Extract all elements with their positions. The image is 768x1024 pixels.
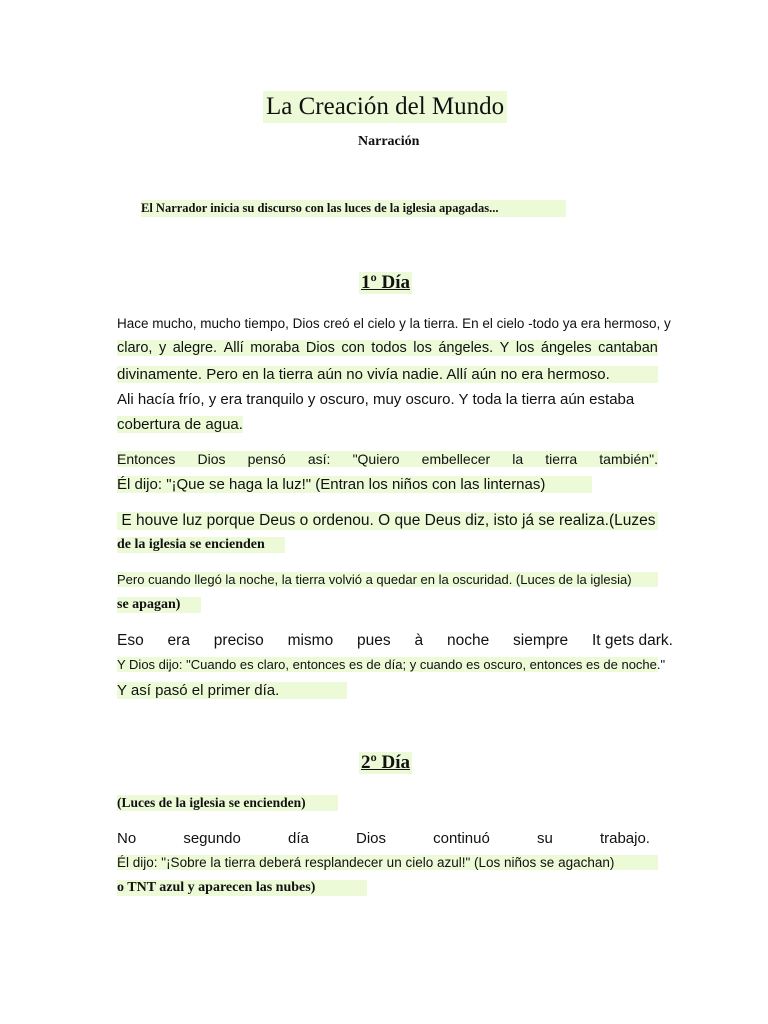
- word: Y: [499, 340, 510, 356]
- day2-p1: (Luces de la iglesia se encienden): [117, 795, 338, 811]
- word: Entonces: [117, 451, 176, 467]
- narrator-note: [141, 200, 566, 217]
- narrator-note-text: El Narrador inicia su discurso con las luces de la iglesia apagadas...: [141, 201, 499, 215]
- word: pues: [357, 632, 391, 649]
- word: era: [167, 632, 190, 649]
- day1-p4-line2: se apagan): [117, 597, 201, 613]
- day1-p2-line1: [117, 451, 658, 467]
- day1-p1-line1: Hace mucho, mucho tiempo, Dios creó el cielo y la tierra. En el cielo -todo ya era hermoso, y: [117, 316, 671, 331]
- word: segundo: [183, 830, 241, 847]
- word: pensó: [247, 451, 286, 467]
- word: la: [512, 451, 524, 467]
- word: moraba: [250, 340, 300, 356]
- day1-heading: 1º Día: [361, 272, 411, 293]
- word: Dios: [305, 340, 335, 356]
- document-title: La Creación del Mundo: [263, 91, 507, 123]
- day1-p1-line4: Ali hacía frío, y era tranquilo y oscuro, muy oscuro. Y toda la tierra aún estaba: [117, 391, 635, 408]
- word: también".: [599, 451, 658, 467]
- day1-p3-line1-text: E houve luz porque Deus o ordenou. O que Deus diz, isto já se realiza.(Luzes: [121, 512, 656, 529]
- word: Allí: [223, 340, 244, 356]
- word: día: [288, 830, 309, 847]
- word: continuó: [433, 830, 490, 847]
- word: noche: [446, 632, 490, 649]
- day2-p2-line2: Él dijo: "¡Sobre la tierra deberá resplandecer un cielo azul!" (Los niños se agachan): [117, 855, 658, 870]
- word: claro,: [117, 340, 153, 356]
- word: tierra: [545, 451, 578, 467]
- word: Dios: [197, 451, 226, 467]
- day1-p5-line3: Y así pasó el primer día.: [117, 682, 347, 699]
- word: cantaban: [598, 340, 658, 356]
- word: con: [341, 340, 365, 356]
- day1-p3-line1: [117, 512, 658, 530]
- day1-p3-line2: de la iglesia se encienden: [117, 537, 285, 553]
- day2-p2-line1: [117, 830, 650, 847]
- day1-p1-line2: [117, 340, 658, 356]
- word: alegre.: [172, 340, 218, 356]
- word: así:: [307, 451, 331, 467]
- word: preciso: [213, 632, 264, 649]
- word: Dios: [355, 830, 386, 847]
- document-subtitle: Narración: [358, 134, 420, 149]
- word: ángeles: [540, 340, 592, 356]
- day1-p1-line3: divinamente. Pero en la tierra aún no vivía nadie. Allí aún no era hermoso.: [117, 366, 658, 383]
- word: los: [515, 340, 535, 356]
- word: Eso: [117, 632, 144, 649]
- day1-p2-line2: Él dijo: "¡Que se haga la luz!" (Entran los niños con las linternas): [117, 476, 592, 493]
- day2-p2-line3: o TNT azul y aparecen las nubes): [117, 880, 367, 896]
- word: mismo: [287, 632, 334, 649]
- word: à: [414, 632, 424, 649]
- word: todos: [371, 340, 407, 356]
- word: trabajo.: [599, 830, 650, 847]
- word: embellecer: [421, 451, 491, 467]
- word: "Quiero: [352, 451, 400, 467]
- day1-p5-line2: Y Dios dijo: "Cuando es claro, entonces es de día; y cuando es oscuro, entonces es de noche.": [117, 657, 666, 672]
- day1-p1-line5: cobertura de agua.: [117, 416, 243, 433]
- word: y: [158, 340, 167, 356]
- word: su: [536, 830, 553, 847]
- day1-p5-line1: [117, 632, 673, 650]
- day2-heading: 2º Día: [361, 752, 411, 773]
- word: siempre: [513, 632, 569, 649]
- word: los: [413, 340, 432, 356]
- word: ángeles.: [438, 340, 494, 356]
- word: It gets dark.: [591, 632, 673, 649]
- day1-p4-line1: Pero cuando llegó la noche, la tierra volvió a quedar en la oscuridad. (Luces de la iglesia): [117, 572, 658, 587]
- word: No: [117, 830, 137, 847]
